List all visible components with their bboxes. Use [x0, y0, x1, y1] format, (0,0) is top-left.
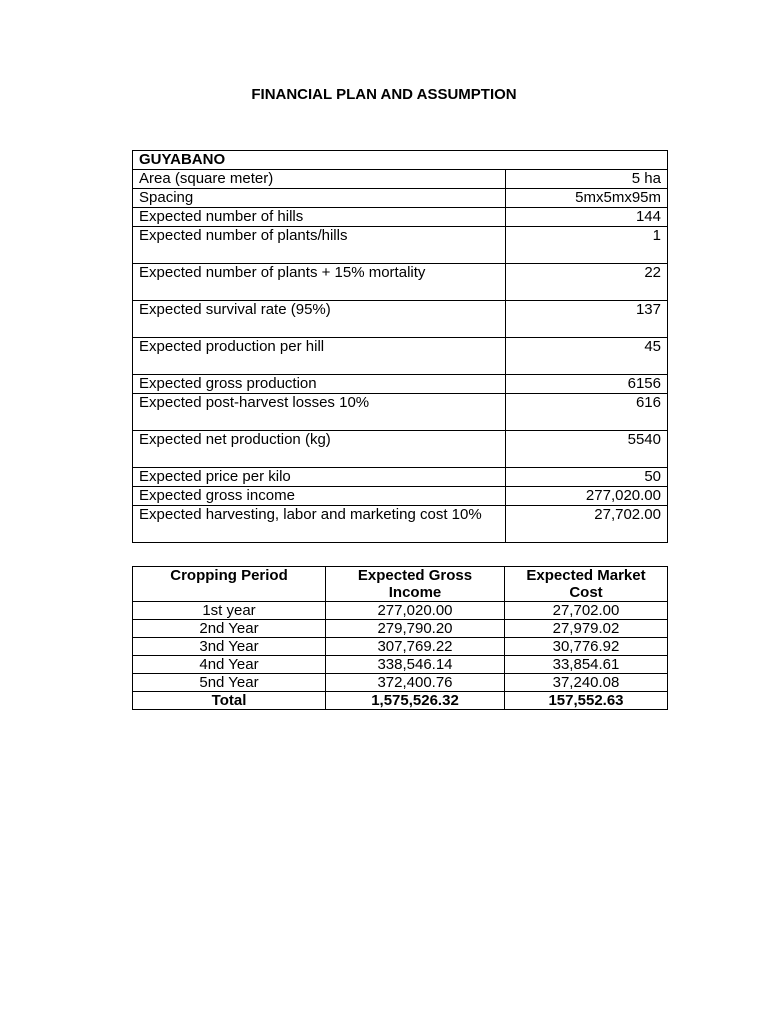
- income-cell: 307,769.22: [326, 638, 505, 656]
- row-value: 5 ha: [506, 170, 668, 189]
- table-row: [133, 674, 668, 692]
- column-header-period: Cropping Period: [133, 567, 326, 602]
- row-value: 27,702.00: [506, 506, 668, 543]
- table-row: [133, 638, 668, 656]
- table-row: [133, 189, 668, 208]
- table-row: [133, 468, 668, 487]
- table-row: [133, 264, 668, 301]
- row-label: Expected post-harvest losses 10%: [133, 394, 506, 431]
- row-value: 137: [506, 301, 668, 338]
- table-row: [133, 227, 668, 264]
- table-row: [133, 301, 668, 338]
- period-cell: 5nd Year: [133, 674, 326, 692]
- table-row: [133, 620, 668, 638]
- row-label: Expected survival rate (95%): [133, 301, 506, 338]
- row-value: 1: [506, 227, 668, 264]
- period-cell: 2nd Year: [133, 620, 326, 638]
- table-row: [133, 656, 668, 674]
- row-label: Expected price per kilo: [133, 468, 506, 487]
- row-value: 6156: [506, 375, 668, 394]
- crop-name: GUYABANO: [133, 151, 668, 170]
- row-value: 5mx5mx95m: [506, 189, 668, 208]
- row-label: Expected number of plants + 15% mortality: [133, 264, 506, 301]
- income-cell: 338,546.14: [326, 656, 505, 674]
- column-header-income: Expected Gross Income: [326, 567, 505, 602]
- row-label: Expected number of hills: [133, 208, 506, 227]
- table-row: [133, 431, 668, 468]
- table-header-row: [133, 151, 668, 170]
- period-cell: 1st year: [133, 602, 326, 620]
- income-cell: 277,020.00: [326, 602, 505, 620]
- table-header-row: [133, 567, 668, 602]
- row-label: Expected gross income: [133, 487, 506, 506]
- cost-cell: 27,979.02: [505, 620, 668, 638]
- total-row: [133, 692, 668, 710]
- total-income: 1,575,526.32: [326, 692, 505, 710]
- table-row: [133, 506, 668, 543]
- row-label: Expected gross production: [133, 375, 506, 394]
- column-header-cost: Expected Market Cost: [505, 567, 668, 602]
- period-cell: 4nd Year: [133, 656, 326, 674]
- row-label: Expected production per hill: [133, 338, 506, 375]
- total-cost: 157,552.63: [505, 692, 668, 710]
- row-label: Expected number of plants/hills: [133, 227, 506, 264]
- cropping-period-table: [132, 566, 668, 710]
- row-value: 144: [506, 208, 668, 227]
- cost-cell: 37,240.08: [505, 674, 668, 692]
- page-title: FINANCIAL PLAN AND ASSUMPTION: [251, 86, 517, 103]
- table-row: [133, 602, 668, 620]
- row-label: Spacing: [133, 189, 506, 208]
- period-cell: 3nd Year: [133, 638, 326, 656]
- cost-cell: 30,776.92: [505, 638, 668, 656]
- table-row: [133, 170, 668, 189]
- row-value: 5540: [506, 431, 668, 468]
- row-value: 45: [506, 338, 668, 375]
- table-row: [133, 208, 668, 227]
- table-row: [133, 375, 668, 394]
- row-value: 616: [506, 394, 668, 431]
- income-cell: 372,400.76: [326, 674, 505, 692]
- cost-cell: 33,854.61: [505, 656, 668, 674]
- cost-cell: 27,702.00: [505, 602, 668, 620]
- row-label: Expected net production (kg): [133, 431, 506, 468]
- row-value: 277,020.00: [506, 487, 668, 506]
- row-value: 22: [506, 264, 668, 301]
- row-label: Expected harvesting, labor and marketing cost 10%: [133, 506, 506, 543]
- assumptions-table: [132, 150, 668, 543]
- row-label: Area (square meter): [133, 170, 506, 189]
- table-row: [133, 394, 668, 431]
- total-label: Total: [133, 692, 326, 710]
- table-row: [133, 487, 668, 506]
- income-cell: 279,790.20: [326, 620, 505, 638]
- row-value: 50: [506, 468, 668, 487]
- table-row: [133, 338, 668, 375]
